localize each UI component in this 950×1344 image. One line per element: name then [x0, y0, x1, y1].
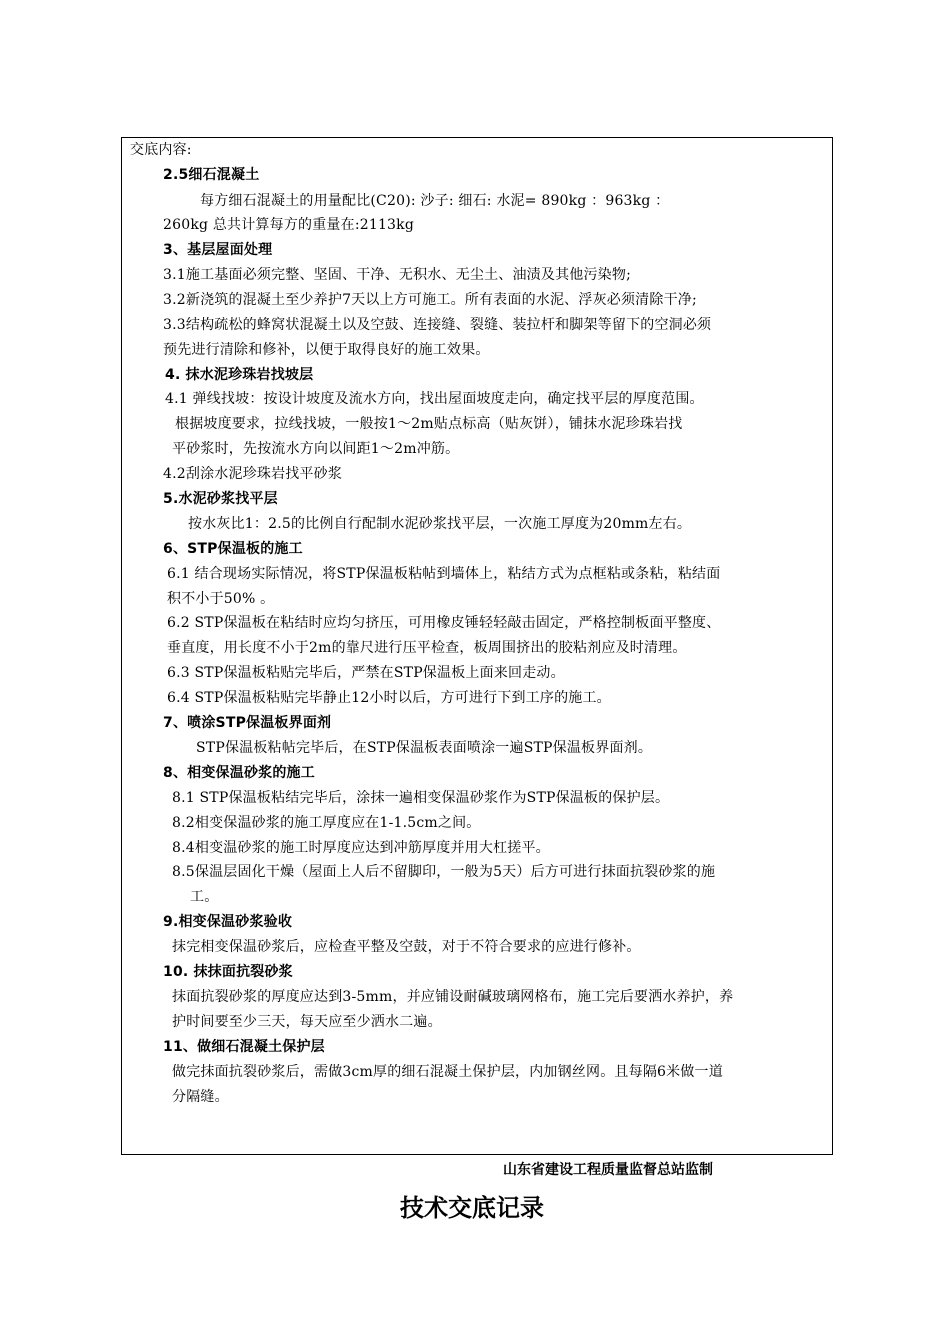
text-line: 260kg 总共计算每方的重量在:2113kg [163, 217, 415, 233]
section-heading: 2.5细石混凝土 [163, 167, 260, 183]
text-line: 垂直度，用长度不小于2m的靠尺进行压平检查，板周围挤出的胶粘剂应及时清理。 [167, 640, 687, 656]
issuer-footer: 山东省建设工程质量监督总站监制 [503, 1162, 713, 1178]
text-line: 预先进行清除和修补，以便于取得良好的施工效果。 [163, 342, 490, 358]
text-line: 抹面抗裂砂浆的厚度应达到3-5mm，并应铺设耐碱玻璃网格布，施工完后要洒水养护，养 [172, 989, 734, 1005]
section-heading: 8、相变保温砂浆的施工 [163, 765, 315, 781]
text-line: STP保温板粘帖完毕后，在STP保温板表面喷涂一遍STP保温板界面剂。 [196, 740, 653, 756]
text-line: 8.1 STP保温板粘结完毕后，涂抹一遍相变保温砂浆作为STP保温板的保护层。 [172, 790, 670, 806]
section-heading: 9.相变保温砂浆验收 [163, 914, 293, 930]
document-title: 技术交底记录 [400, 1194, 544, 1222]
text-line: 每方细石混凝土的用量配比(C20): 沙子: 细石: 水泥= 890kg ：963kg ： [200, 193, 670, 209]
section-heading: 10. 抹抹面抗裂砂浆 [163, 964, 293, 980]
text-line: 根据坡度要求，拉线找坡，一般按1～2m贴点标高（贴灰饼），铺抹水泥珍珠岩找 [175, 416, 683, 432]
text-line: 6.1 结合现场实际情况，将STP保温板粘帖到墙体上，粘结方式为点框粘或条粘，粘结面 [167, 566, 721, 582]
text-line: 6.2 STP保温板在粘结时应均匀挤压，可用橡皮锤轻轻敲击固定，严格控制板面平整度、 [167, 615, 721, 631]
text-line: 4.2刮涂水泥珍珠岩找平砂浆 [163, 466, 343, 482]
section-heading: 7、喷涂STP保温板界面剂 [163, 715, 332, 731]
text-line: 抹完相变保温砂浆后，应检查平整及空鼓，对于不符合要求的应进行修补。 [172, 939, 641, 955]
text-line: 8.4相变温砂浆的施工时厚度应达到冲筋厚度并用大杠搓平。 [172, 840, 550, 856]
text-line: 4.1 弹线找坡：按设计坡度及流水方向，找出屋面坡度走向，确定找平层的厚度范围。 [165, 391, 704, 407]
text-line: 工。 [190, 889, 219, 905]
section-heading: 3、基层屋面处理 [163, 242, 273, 258]
text-line: 分隔缝。 [172, 1089, 229, 1105]
text-line: 平砂浆时，先按流水方向以间距1～2m冲筋。 [172, 441, 460, 457]
text-line: 3.2新浇筑的混凝土至少养护7天以上方可施工。所有表面的水泥、浮灰必须清除干净; [163, 292, 697, 308]
text-line: 8.5保温层固化干燥（屋面上人后不留脚印，一般为5天）后方可进行抹面抗裂砂浆的施 [172, 864, 716, 880]
section-heading: 4. 抹水泥珍珠岩找坡层 [165, 367, 314, 383]
text-line: 6.3 STP保温板粘贴完毕后，严禁在STP保温板上面来回走动。 [167, 665, 565, 681]
text-line: 积不小于50% 。 [167, 591, 275, 607]
text-line: 8.2相变保温砂浆的施工厚度应在1-1.5cm之间。 [172, 815, 481, 831]
text-line: 按水灰比1：2.5的比例自行配制水泥砂浆找平层，一次施工厚度为20mm左右。 [188, 516, 692, 532]
section-heading: 6、STP保温板的施工 [163, 541, 303, 557]
text-line: 3.1施工基面必须完整、坚固、干净、无积水、无尘土、油渍及其他污染物; [163, 267, 631, 283]
text-line: 交底内容: [130, 142, 192, 158]
section-heading: 5.水泥砂浆找平层 [163, 491, 278, 507]
text-line: 护时间要至少三天，每天应至少洒水二遍。 [172, 1014, 442, 1030]
text-line: 6.4 STP保温板粘贴完毕静止12小时以后，方可进行下到工序的施工。 [167, 690, 611, 706]
section-heading: 11、做细石混凝土保护层 [163, 1039, 325, 1055]
text-line: 做完抹面抗裂砂浆后，需做3cm厚的细石混凝土保护层，内加钢丝网。且每隔6米做一道 [172, 1064, 723, 1080]
text-line: 3.3结构疏松的蜂窝状混凝土以及空鼓、连接缝、裂缝、装拉杆和脚架等留下的空洞必须 [163, 317, 712, 333]
